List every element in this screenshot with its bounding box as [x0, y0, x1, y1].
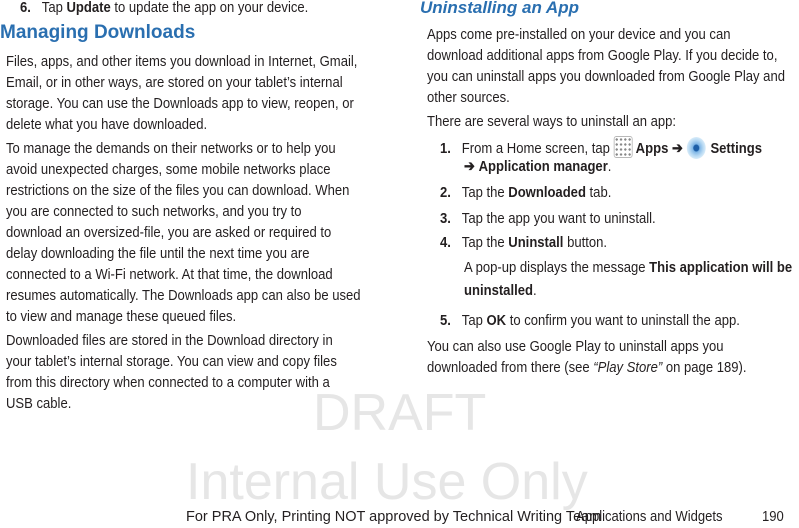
- play-store-reference-link[interactable]: “Play Store”: [593, 359, 663, 376]
- settings-command: Settings: [710, 140, 762, 157]
- paragraph-line: you are connected to such networks, and you try to: [6, 203, 302, 220]
- step-6: [20, 0, 308, 18]
- step-4: [440, 233, 607, 253]
- step-number: 3.: [440, 210, 451, 227]
- apps-command: Apps: [635, 140, 669, 157]
- apps-grid-icon: [613, 136, 632, 158]
- paragraph-line: from this directory when connected to a computer with a: [6, 374, 330, 391]
- paragraph-line: Files, apps, and other items you download in Internet, Gmail,: [6, 53, 358, 70]
- paragraph-line: your tablet’s internal storage. You can view and copy files: [6, 353, 337, 370]
- step-text: Tap: [41, 0, 67, 16]
- step-number: 5.: [440, 312, 451, 329]
- paragraph-line: restrictions on the size of the files you can download. When: [6, 182, 350, 199]
- step-text: From a Home screen, tap: [461, 140, 610, 157]
- watermark-internal: Internal Use Only: [186, 453, 588, 511]
- step-5: [440, 311, 740, 331]
- paragraph-line: Apps come pre-installed on your device and you can: [427, 26, 731, 43]
- paragraph-line: resumes automatically. The Downloads app can also be used: [6, 287, 361, 304]
- paragraph-line: Email, or in other ways, are stored on your tablet’s internal: [6, 74, 343, 91]
- step-text: Tap the: [461, 234, 509, 251]
- step-4-note: [464, 258, 792, 278]
- step-text: A pop-up displays the message: [464, 259, 650, 276]
- message-command: This application will be: [649, 259, 793, 276]
- step-number: 6.: [20, 0, 31, 16]
- step-text: to confirm you want to uninstall the app.: [506, 312, 740, 329]
- step-number: 1.: [440, 140, 451, 157]
- footer-notice: For PRA Only, Printing NOT approved by Technical Writing Team: [186, 509, 602, 525]
- step-1-line2: [464, 157, 611, 177]
- paragraph-line: to view and manage these queued files.: [6, 308, 237, 325]
- step-text: Tap the: [461, 184, 509, 201]
- step-text: button.: [563, 234, 608, 251]
- paragraph-line: connected to a Wi-Fi network. At that time, the download: [6, 266, 333, 283]
- paragraph-line: There are several ways to uninstall an app:: [427, 113, 677, 130]
- paragraph-line: You can also use Google Play to uninstall apps you: [427, 338, 724, 355]
- step-3: [440, 209, 656, 229]
- settings-gear-icon: [687, 137, 706, 159]
- paragraph-line: other sources.: [427, 89, 510, 106]
- step-text: Tap: [461, 312, 487, 329]
- watermark-draft: DRAFT: [313, 384, 487, 442]
- paragraph-text: on page 189).: [662, 359, 747, 376]
- paragraph-line: avoid unexpected charges, some mobile networks place: [6, 161, 331, 178]
- step-text: .: [607, 158, 612, 175]
- step-text: .: [532, 282, 537, 299]
- step-2: [440, 183, 611, 203]
- uninstall-command: Uninstall: [508, 234, 564, 251]
- paragraph-line: USB cable.: [6, 395, 72, 412]
- application-manager-command: Application manager: [478, 158, 608, 175]
- paragraph-line: To manage the demands on their networks or to help you: [6, 140, 336, 157]
- ok-command: OK: [486, 312, 507, 329]
- step-4-note-line2: [464, 281, 537, 301]
- paragraph-line: [427, 358, 746, 378]
- section-heading-uninstalling: Uninstalling an App: [420, 0, 579, 17]
- step-number: 2.: [440, 184, 451, 201]
- message-command: uninstalled: [464, 282, 533, 299]
- step-text: to update the app on your device.: [110, 0, 309, 16]
- update-command: Update: [66, 0, 111, 16]
- paragraph-line: delete what you have downloaded.: [6, 116, 208, 133]
- step-text: Tap the app you want to uninstall.: [461, 210, 656, 227]
- step-text: tab.: [585, 184, 612, 201]
- paragraph-line: storage. You can use the Downloads app to view, reopen, or: [6, 95, 354, 112]
- arrow-icon: ➔: [671, 140, 683, 157]
- downloaded-command: Downloaded: [508, 184, 586, 201]
- footer-section-title: Applications and Widgets: [576, 509, 723, 525]
- step-1: [440, 136, 762, 159]
- paragraph-line: download additional apps from Google Play. If you decide to,: [427, 47, 778, 64]
- arrow-icon: ➔: [464, 158, 475, 175]
- paragraph-text: downloaded from there (see: [427, 359, 594, 376]
- paragraph-line: download an oversized-file, you are asked or required to: [6, 224, 332, 241]
- page-number: 190: [762, 509, 784, 525]
- step-number: 4.: [440, 234, 451, 251]
- paragraph-line: Downloaded files are stored in the Download directory in: [6, 332, 333, 349]
- paragraph-line: delay downloading the file until the next time you are: [6, 245, 310, 262]
- paragraph-line: you can uninstall apps you downloaded from Google Play and: [427, 68, 785, 85]
- section-heading-managing-downloads: Managing Downloads: [0, 22, 196, 43]
